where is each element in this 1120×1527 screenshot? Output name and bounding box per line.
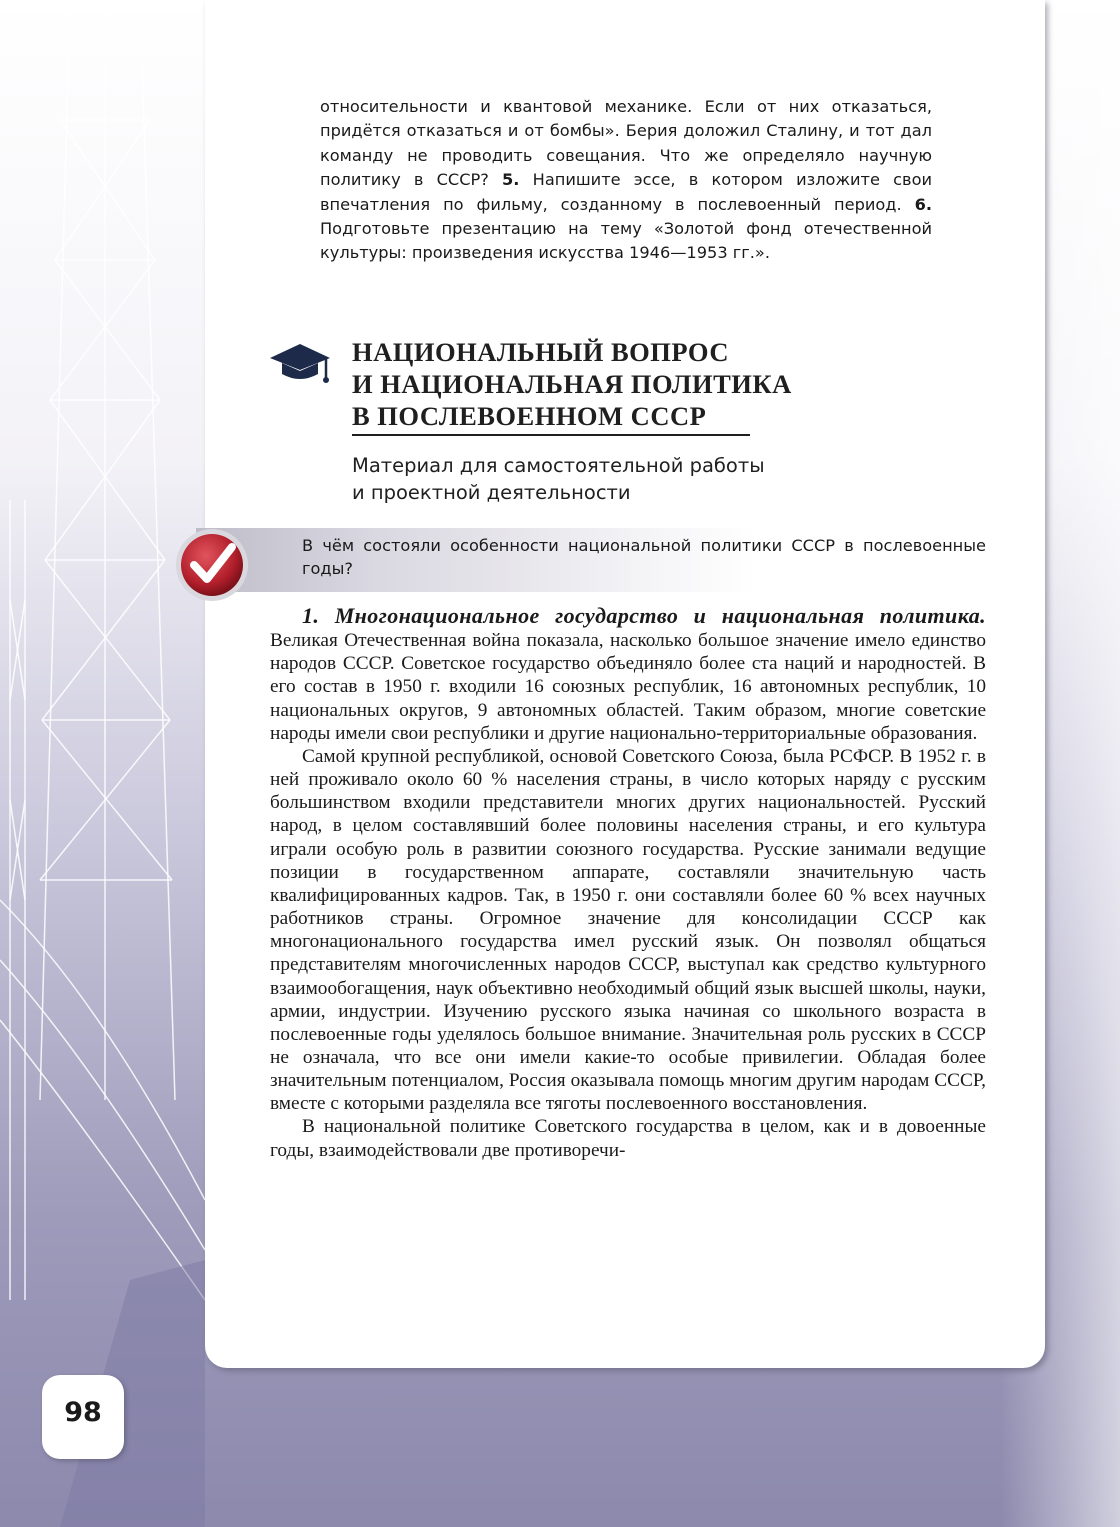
- page-number: 98: [64, 1397, 102, 1428]
- checkmark-badge-icon: [172, 525, 252, 605]
- intro-paragraph: [320, 95, 932, 266]
- paragraph-1: [270, 604, 986, 745]
- section-title: [352, 336, 872, 432]
- section-title-line-3: В ПОСЛЕВОЕННОМ СССР: [352, 401, 707, 431]
- paragraph-3: В национальной политике Советского государства в целом, как и в довоенные годы, взаимодействовали две противоречи-: [270, 1116, 986, 1161]
- graduation-cap-icon: [268, 338, 332, 388]
- paragraph-1-text: Великая Отечественная война показала, насколько большое значение имело единство народов СССР. Советское государство объединяло более ста наций и народностей. В его состав в 1950 г. входили 16 союзных республик, 16 автономных республик, 10 национальных округов, 9 автономных областей. Таким образом, многие советские народы имели свои республики и другие национально-территориальные образования.: [270, 630, 986, 744]
- task-number-5: 5.: [502, 170, 520, 190]
- intro-text-3: Подготовьте презентацию на тему «Золотой фонд отечественной культуры: произведения искусства 1946—1953 гг.».: [320, 219, 932, 263]
- section-subtitle-line-1: Материал для самостоятельной работы: [352, 454, 765, 477]
- task-number-6: 6.: [914, 194, 932, 214]
- title-underline: [352, 434, 750, 436]
- key-question: В чём состояли особенности национальной политики СССР в послевоенные годы?: [302, 536, 986, 578]
- paragraph-1-heading: 1. Многонациональное государство и национальная политика.: [302, 603, 986, 628]
- intro-text-2: Напишите эссе, в котором изложите свои впечатления по фильму, созданному в послевоенный период.: [320, 170, 932, 214]
- section-subtitle: [352, 452, 912, 506]
- intro-text-1: относительности и квантовой механике. Если от них отказаться, придётся отказаться и от бомбы». Берия доложил Сталину, и тот дал команду не проводить совещания. Что же определяло научную политику в СССР?: [320, 97, 932, 190]
- paragraph-2: Самой крупной республикой, основой Советского Союза, была РСФСР. В 1952 г. в ней проживало около 60 % населения страны, в число которых наряду с русским большинством входили представители многих других национальностей. Русский народ, в целом составлявший более половины населения страны, и его культура играли особую роль в развитии союзного государства. Русские занимали ведущие позиции в государственном аппарате, составляли значительную часть квалифицированных кадров. Так, в 1950 г. они составляли более 60 % всех научных работников страны. Огромное значение для консолидации СССР как многонационального государства имел русский язык. Он позволял общаться представителям многочисленных народов СССР, выступал как средство культурного взаимообогащения, наук объективно необходимый общий язык высшей школы, науки, армии, индустрии. Изучению русского языка начиная со школьного возраста в послевоенные годы уделялось большое внимание. Значительная роль русских в СССР не означала, что все они имели какие-то особые привилегии. Обладая более значительным потенциалом, Россия оказывала помощь многим другим народам СССР, вместе с которыми разделяла все тяготы послевоенного восстановления.: [270, 745, 986, 1115]
- section-subtitle-line-2: и проектной деятельности: [352, 481, 631, 504]
- section-title-line-1: НАЦИОНАЛЬНЫЙ ВОПРОС: [352, 337, 729, 367]
- section-title-line-2: И НАЦИОНАЛЬНАЯ ПОЛИТИКА: [352, 369, 792, 399]
- main-text: [270, 604, 986, 1162]
